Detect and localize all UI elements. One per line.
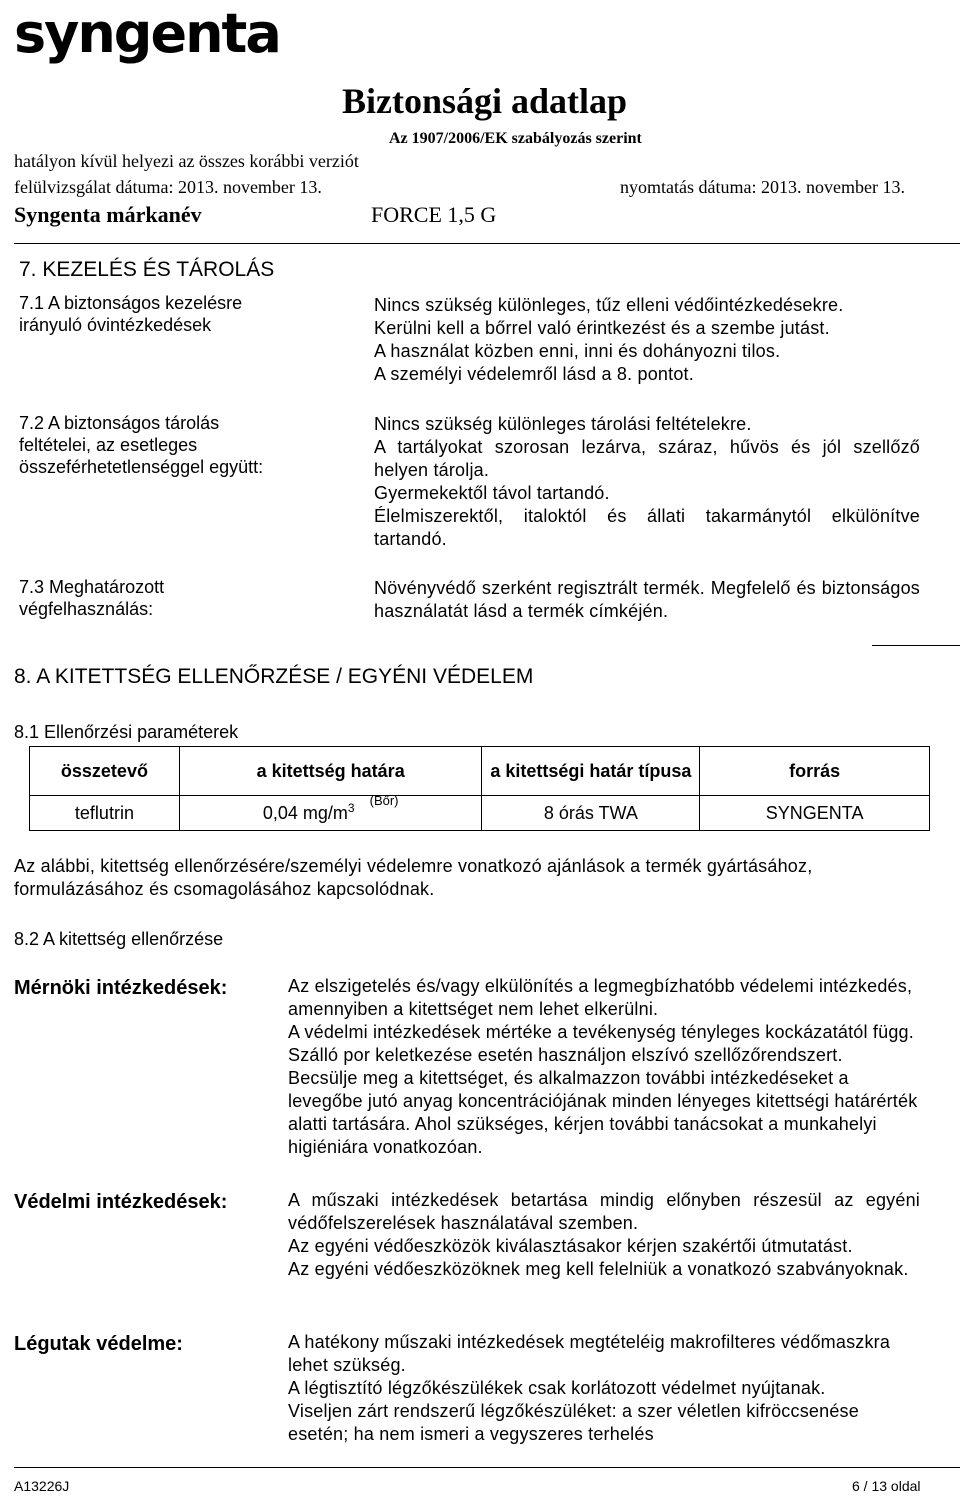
text-line: Nincs szükség különleges, tűz elleni védőintézkedésekre. bbox=[374, 295, 844, 315]
label-line: végfelhasználás: bbox=[19, 599, 154, 619]
section-end-rule bbox=[872, 645, 960, 646]
limit-value: 0,04 mg/m bbox=[262, 802, 348, 823]
text-line: A személyi védelemről lásd a 8. pontot. bbox=[374, 364, 694, 384]
text-line: Gyermekektől távol tartandó. bbox=[374, 483, 610, 503]
section-7-1-label bbox=[19, 292, 339, 336]
page-number: 6 / 13 oldal bbox=[852, 1478, 921, 1494]
respiratory-label: Légutak védelme: bbox=[14, 1333, 183, 1355]
text-line: Az egyéni védőeszközök kiválasztásakor kérjen szakértői útmutatást. bbox=[288, 1236, 853, 1256]
section-7-2-label bbox=[19, 412, 359, 478]
section-7-1-text bbox=[374, 294, 920, 386]
label-line: 7.2 A biztonságos tárolás bbox=[19, 413, 220, 433]
text-line: Becsülje meg a kitettséget, és alkalmazzon további intézkedéseket a levegőbe jutó anyag koncentrációjának minden lényeges kitettségi határérték alatti tartására. Ahol szükséges, kérjen további tanácsokat a munkahelyi higiéniára vonatkozóan. bbox=[288, 1068, 918, 1157]
header-cell: forrás bbox=[700, 747, 930, 796]
brand-label: Syngenta márkanév bbox=[14, 202, 202, 227]
protective-text bbox=[288, 1189, 920, 1281]
section-7-2-text bbox=[374, 413, 920, 551]
print-date: nyomtatás dátuma: 2013. november 13. bbox=[620, 177, 905, 197]
text-line: A védelmi intézkedések mértéke a tevékenység tényleges kockázatától függ. bbox=[288, 1022, 914, 1042]
section-8-title: 8. A KITETTSÉG ELLENŐRZÉSE / EGYÉNI VÉDELEM bbox=[14, 665, 534, 688]
text-line: Az elszigetelés és/vagy elkülönítés a legmegbízhatóbb védelemi intézkedés, amennyiben a kitettséget nem lehet elkerülni. bbox=[288, 976, 913, 1019]
engineering-label: Mérnöki intézkedések: bbox=[14, 977, 228, 999]
text-line: Szálló por keletkezése esetén használjon elszívó szellőzőrendszert. bbox=[288, 1045, 843, 1065]
label-line: 7.3 Meghatározott bbox=[19, 577, 165, 597]
syngenta-logo: syngenta bbox=[14, 2, 280, 65]
label-line: irányuló óvintézkedések bbox=[19, 315, 212, 335]
recommendations-note: Az alábbi, kitettség ellenőrzésére/személyi védelemre vonatkozó ajánlások a termék gyártásához, formulázásához és csomagolásához kapcsolódnak. bbox=[14, 856, 813, 899]
table-row bbox=[30, 796, 930, 831]
header-cell: a kitettségi határ típusa bbox=[482, 747, 700, 796]
footer-divider bbox=[14, 1467, 960, 1468]
limit-cell bbox=[179, 792, 482, 831]
document-title: Biztonsági adatlap bbox=[342, 81, 628, 121]
header-cell: a kitettség határa bbox=[179, 747, 482, 796]
text-line: Élelmiszerektől, italoktól és állati takarmánytól elkülönítve tartandó. bbox=[374, 506, 920, 549]
footer-code: A13226J bbox=[14, 1478, 70, 1494]
exposure-limits-table bbox=[29, 746, 930, 831]
text-line: Növényvédő szerként regisztrált termék. Megfelelő és biztonságos használatát lásd a termék címkéjén. bbox=[374, 578, 920, 621]
text-line: Az egyéni védőeszközöknek meg kell felelniük a vonatkozó szabványoknak. bbox=[288, 1259, 909, 1279]
text-line: A légtisztító légzőkészülékek csak korlátozott védelmet nyújtanak. bbox=[288, 1378, 826, 1398]
source-cell: SYNGENTA bbox=[700, 796, 930, 831]
text-line: A használat közben enni, inni és dohányozni tilos. bbox=[374, 341, 781, 361]
section-7-3-text bbox=[374, 577, 920, 623]
table-header-row bbox=[30, 747, 930, 796]
revision-date: felülvizsgálat dátuma: 2013. november 13. bbox=[14, 177, 322, 197]
skin-note: (Bőr) bbox=[369, 792, 399, 808]
text-line: A műszaki intézkedések betartása mindig előnyben részesül az egyéni védőfelszerelések használatával szemben. bbox=[288, 1190, 920, 1233]
label-line: feltételei, az esetleges bbox=[19, 435, 198, 455]
label-line: összeférhetetlenséggel együtt: bbox=[19, 457, 264, 477]
respiratory-text bbox=[288, 1331, 920, 1446]
engineering-text bbox=[288, 975, 920, 1159]
header-divider bbox=[14, 243, 960, 244]
header-cell: összetevő bbox=[30, 747, 180, 796]
label-line: 7.1 A biztonságos kezelésre bbox=[19, 293, 243, 313]
section-8-2-title: 8.2 A kitettség ellenőrzése bbox=[14, 929, 224, 949]
supersedes-line: hatályon kívül helyezi az összes korábbi verziót bbox=[14, 151, 359, 171]
section-8-1-title: 8.1 Ellenőrzési paraméterek bbox=[14, 722, 239, 742]
text-line: Nincs szükség különleges tárolási feltételekre. bbox=[374, 414, 752, 434]
text-line: Kerülni kell a bőrrel való érintkezést és a szembe jutást. bbox=[374, 318, 830, 338]
protective-label: Védelmi intézkedések: bbox=[14, 1191, 228, 1213]
text-line: A tartályokat szorosan lezárva, száraz, hűvös és jól szellőző helyen tárolja. bbox=[374, 437, 920, 480]
type-cell: 8 órás TWA bbox=[482, 796, 700, 831]
limit-superscript: 3 bbox=[347, 800, 355, 815]
section-7-title: 7. KEZELÉS ÉS TÁROLÁS bbox=[19, 258, 275, 281]
product-name: FORCE 1,5 G bbox=[371, 202, 497, 227]
component-cell: teflutrin bbox=[30, 796, 180, 831]
regulation-line: Az 1907/2006/EK szabályozás szerint bbox=[389, 130, 642, 147]
section-7-3-label bbox=[19, 576, 339, 620]
text-line: Viseljen zárt rendszerű légzőkészüléket: a szer véletlen kifröccsenése esetén; ha nem ismeri a vegyszeres terhelés bbox=[288, 1401, 859, 1444]
text-line: A hatékony műszaki intézkedések megtételéig makrofilteres védőmaszkra lehet szükség. bbox=[288, 1332, 891, 1375]
